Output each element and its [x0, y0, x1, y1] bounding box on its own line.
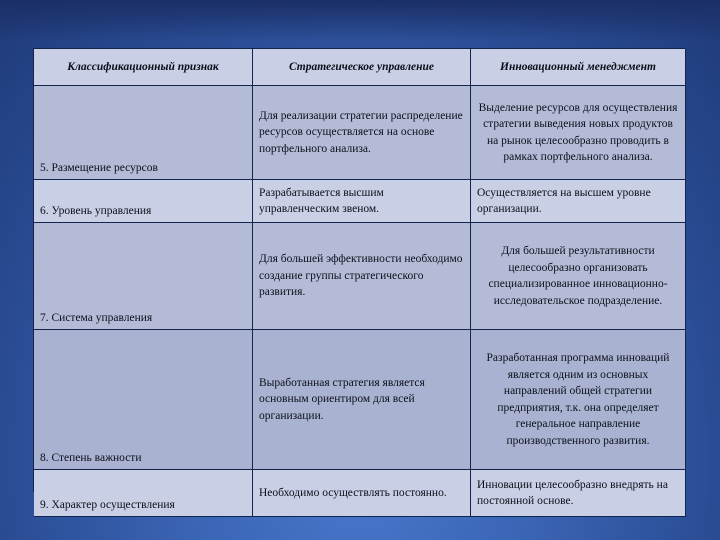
row-9-strategic: Необходимо осуществлять постоянно.: [253, 470, 471, 517]
row-5-innovation: Выделение ресурсов для осуществления стратегии выведения новых продуктов на рынок целесообразно проводить в рамках портфельного анализа.: [471, 86, 686, 180]
row-6-innovation: Осуществляется на высшем уровне организации.: [471, 180, 686, 223]
row-7-innovation: Для большей результативности целесообразно организовать специализированное инновационно-исследовательское подразделение.: [471, 223, 686, 330]
header-strategic: Стратегическое управление: [253, 49, 471, 86]
slide-top-band: [0, 0, 720, 40]
header-criterion: Классификационный признак: [34, 49, 253, 86]
row-8-criterion: 8. Степень важности: [34, 330, 253, 470]
header-innovation: Инновационный менеджмент: [471, 49, 686, 86]
row-5-criterion: 5. Размещение ресурсов: [34, 86, 253, 180]
row-6-criterion: 6. Уровень управления: [34, 180, 253, 223]
row-9-innovation: Инновации целесообразно внедрять на постоянной основе.: [471, 470, 686, 517]
row-8-innovation: Разработанная программа инноваций является одним из основных направлений общей стратегии предприятия, т.к. она определяет генеральное направление производственного развития.: [471, 330, 686, 470]
row-5-strategic: Для реализации стратегии распределение ресурсов осуществляется на основе портфельного анализа.: [253, 86, 471, 180]
row-8-strategic: Выработанная стратегия является основным ориентиром для всей организации.: [253, 330, 471, 470]
comparison-table: [33, 48, 685, 511]
row-9-criterion: 9. Характер осуществления: [34, 470, 253, 517]
row-6-strategic: Разрабатывается высшим управленческим звеном.: [253, 180, 471, 223]
row-7-criterion: 7. Система управления: [34, 223, 253, 330]
row-7-strategic: Для большей эффективности необходимо создание группы стратегического развития.: [253, 223, 471, 330]
